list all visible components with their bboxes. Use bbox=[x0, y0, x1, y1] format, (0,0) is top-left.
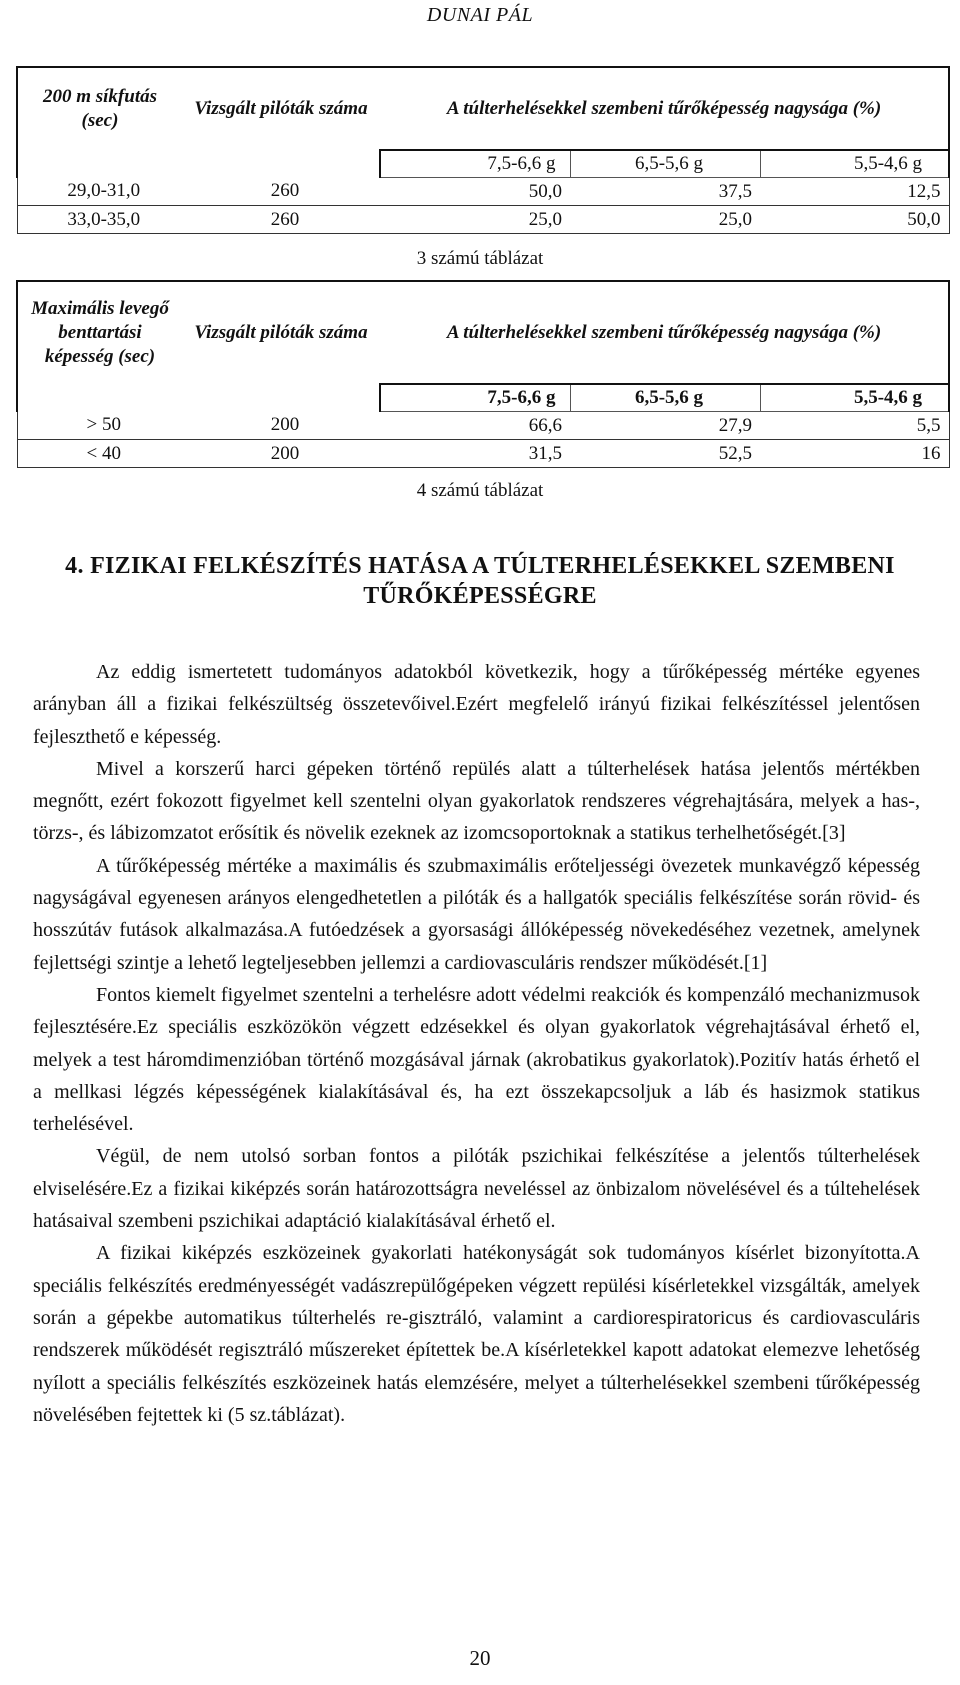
table-cell: 66,6 bbox=[528, 414, 562, 436]
table-4-header-0: Maximális levegő benttartási képesség (sec) bbox=[17, 281, 182, 384]
table-cell: > 50 bbox=[17, 412, 182, 440]
table-3-sub-header-2: 5,5-4,6 g bbox=[760, 150, 949, 178]
section-title-line-2: TŰRŐKÉPESSÉGRE bbox=[363, 583, 597, 609]
table-3-header-1: Vizsgált pilóták száma bbox=[182, 67, 380, 150]
table-row bbox=[17, 178, 949, 206]
table-3 bbox=[16, 66, 950, 234]
table-4-header-2: A túlterhelésekkel szembeni tűrőképesség nagysága (%) bbox=[380, 281, 949, 384]
table-3-header-2: A túlterhelésekkel szembeni tűrőképesség nagysága (%) bbox=[380, 67, 949, 150]
table-cell: < 40 bbox=[17, 440, 182, 468]
table-row bbox=[17, 412, 949, 440]
table-cell: 260 bbox=[270, 180, 300, 202]
table-cell: 200 bbox=[270, 414, 300, 436]
paragraph: A tűrőképesség mértéke a maximális és szubmaximális erőteljességi övezetek munkavégző képesség nagyságával egyenesen arányos elengedhetetlen a pilóták és a hallgatók speciális felkészítése során rövid- és hosszútáv futások alkalmazása.A futóedzések a gyorsasági állóképesség növekedéséhez vezetnek, amelynek fejlettségi szintje a lehető legteljesebben jellemzi a cardiovasculáris rendszer működését.[1] bbox=[33, 854, 920, 974]
table-3-sub-empty bbox=[17, 150, 182, 178]
table-3-caption: 3 számú táblázat bbox=[416, 248, 544, 269]
table-cell: 31,5 bbox=[380, 440, 570, 468]
section-title-line-1: 4. FIZIKAI FELKÉSZÍTÉS HATÁSA A TÚLTERHELÉSEKKEL SZEMBENI bbox=[65, 553, 895, 579]
table-4-sub-header-1: 6,5-5,6 g bbox=[570, 384, 760, 412]
table-4-sub-header-0: 7,5-6,6 g bbox=[380, 384, 570, 412]
table-4 bbox=[16, 280, 950, 468]
table-4-header-1: Vizsgált pilóták száma bbox=[182, 281, 380, 384]
paragraph: Az eddig ismertetett tudományos adatokból következik, hogy a tűrőképesség mértéke egyenes arányban áll a fizikai felkészültség összetevőivel.Ezért megfelelő irányú fizikai felkészítéssel jelentősen fejleszthető e képesség. bbox=[33, 661, 920, 748]
running-head: DUNAI PÁL bbox=[426, 4, 534, 26]
table-cell: 25,0 bbox=[570, 206, 760, 234]
table-row bbox=[17, 440, 949, 468]
table-4-sub-empty bbox=[17, 384, 182, 412]
table-cell: 50,0 bbox=[760, 206, 949, 234]
table-cell: 33,0-35,0 bbox=[17, 206, 182, 234]
table-cell: 50,0 bbox=[528, 180, 562, 202]
table-3-sub-header-1: 6,5-5,6 g bbox=[570, 150, 760, 178]
section-title bbox=[60, 551, 900, 611]
table-row bbox=[17, 206, 949, 234]
table-3-sub-header-0: 7,5-6,6 g bbox=[380, 150, 570, 178]
body-text bbox=[33, 656, 920, 1431]
table-cell: 52,5 bbox=[570, 440, 760, 468]
table-3-sub-empty bbox=[182, 150, 380, 178]
table-cell: 37,5 bbox=[718, 180, 752, 202]
table-4-sub-empty bbox=[182, 384, 380, 412]
table-4-sub-header-2: 5,5-4,6 g bbox=[760, 384, 949, 412]
table-cell: 260 bbox=[182, 206, 380, 234]
paragraph: Fontos kiemelt figyelmet szentelni a terhelésre adott védelmi reakciók és kompenzáló mechanizmusok fejlesztésére.Ez speciális eszközökön végzett edzésekkel és olyan gyakorlatok végrehajtásával érhető el, melyek a test háromdimenzióban történő mozgásával járnak (akrobatikus gyakorlatok).Pozitív hatás érhető el a mellkasi légzés képességének kialakításával és, ha ezt összekapcsoljuk a láb és hasizmok statikus terhelésével. bbox=[33, 983, 920, 1136]
table-cell: 16 bbox=[760, 440, 949, 468]
table-3-header-0: 200 m síkfutás (sec) bbox=[17, 67, 182, 150]
paragraph: Mivel a korszerű harci gépeken történő repülés alatt a túlterhelések hatása jelentős mértékben megnőtt, ezért fokozott figyelmet kell szentelni olyan gyakorlatok rendszeres végrehajtására, melyek a has-, törzs-, és lábizomzatot erősítik és növelik ezeknek az izomcsoportoknak a statikus terhelhetőségét.[3] bbox=[33, 757, 920, 845]
table-cell: 12,5 bbox=[760, 178, 949, 206]
table-cell: 25,0 bbox=[380, 206, 570, 234]
table-cell: 5,5 bbox=[760, 412, 949, 440]
table-cell: 29,0-31,0 bbox=[17, 178, 182, 206]
table-cell: 200 bbox=[182, 440, 380, 468]
table-cell: 27,9 bbox=[718, 414, 752, 436]
paragraph: Végül, de nem utolsó sorban fontos a pilóták pszichikai felkészítése a jelentős túlterhelések elviselésére.Ez a fizikai kiképzés során határozottságra neveléssel az önbizalom növelésével és a túltehelések hatásaival szembeni pszichikai adaptáció kialakításával érhető el. bbox=[33, 1145, 920, 1233]
page-number: 20 bbox=[469, 1646, 491, 1670]
table-4-caption: 4 számú táblázat bbox=[416, 480, 544, 501]
paragraph: A fizikai kiképzés eszközeinek gyakorlati hatékonyságát sok tudományos kísérlet bizonyította.A speciális felkészítés eredményességét vadászrepülőgépeken végzett repülési kísérletekkel vizsgálták, amelyek során a gépekbe automatikus túlterhelés re-gisztráló, valamint a cardiorespiratoricus és cardiovasculáris rendszerek működését regisztráló műszereket építettek be.A kísérletekkel kapott adatokat elemezve lehetőség nyílott a speciális felkészítés eszközeinek hatás elemzésére, melyet a túlterhelésekkel szembeni tűrőképesség növelésében fejtettek ki (5 sz.táblázat). bbox=[33, 1242, 920, 1426]
